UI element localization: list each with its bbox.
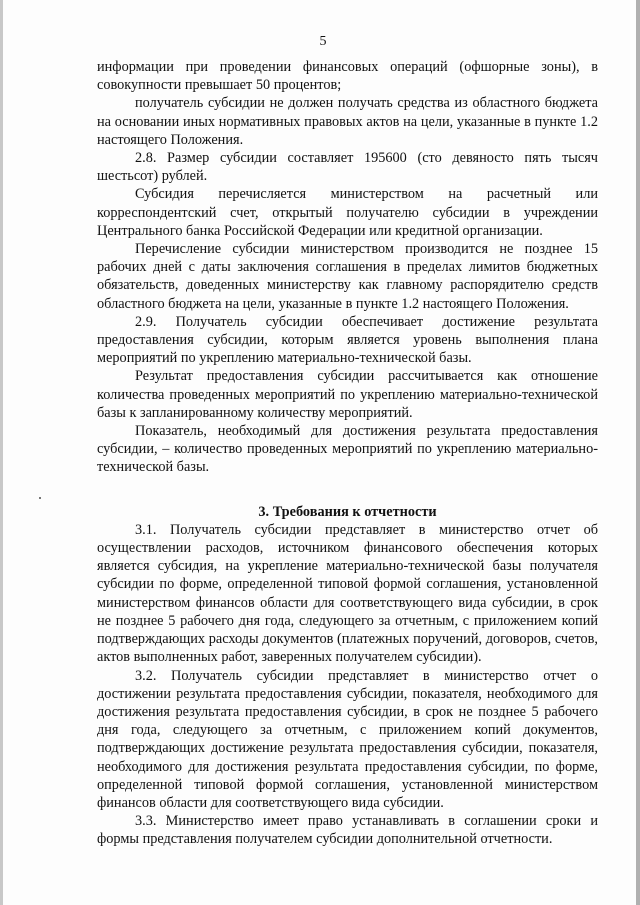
paragraph-continuation: информации при проведении финансовых операций (офшорные зоны), в совокупности превышает 50 процентов; bbox=[97, 59, 598, 94]
paragraph-transfer-account: Субсидия перечисляется министерством на расчетный или корреспондентский счет, открытый получателю субсидии в учреждении Центрального банка Российской Федерации или кредитной организации. bbox=[97, 186, 598, 239]
paragraph-transfer-deadline: Перечисление субсидии министерством производится не позднее 15 рабочих дней с даты заключения соглашения в пределах лимитов бюджетных обязательств, доведенных министерству как главному распорядителю средств областного бюджета на цели, указанные в пункте 1.2 настоящего Положения. bbox=[97, 241, 598, 312]
page-number: 5 bbox=[319, 34, 327, 49]
paragraph-no-other-funds: получатель субсидии не должен получать средства из областного бюджета на основании иных нормативных правовых актов на цели, указанные в пункте 1.2 настоящего Положения. bbox=[97, 95, 598, 148]
paragraph-2-9-result: 2.9. Получатель субсидии обеспечивает достижение результата предоставления субсидии, которым является уровень выполнения плана мероприятий по укреплению материально-технической базы. bbox=[97, 313, 598, 367]
paragraph-3-2-result-report: 3.2. Получатель субсидии представляет в министерство отчет о достижении результата предоставления субсидии, показателя, необходимого для достижения результата предоставления субсидии, в срок не позднее 5 рабочего дня года, следующего за отчетным, с приложением копий документов, подтверждающих достижение результата предоставления субсидии, показателя, необходимого для достижения результата предоставления субсидии, по форме, определенной типовой формой соглашения, установленной министерством финансов области для соответствующего вида субсидии. bbox=[97, 667, 598, 811]
document-body bbox=[97, 58, 598, 849]
paragraph-indicator: Показатель, необходимый для достижения результата предоставления субсидии, – количество проведенных мероприятий по укреплению материально-технической базы. bbox=[97, 423, 598, 476]
paragraph-3-1-expense-report: 3.1. Получатель субсидии представляет в министерство отчет об осуществлении расходов, источником финансового обеспечения которых является субсидия, на укрепление материально-технической базы получателя субсидии по форме, определенной типовой формой соглашения, установленной министерством финансов области для соответствующего вида субсидии, в срок не позднее 5 рабочего дня года, следующего за отчетным, с приложением копий подтверждающих расходы документов (платежных поручений, договоров, счетов, актов выполненных работ, заверенных получателем субсидии). bbox=[97, 521, 598, 666]
section-heading-reporting: 3. Требования к отчетности bbox=[258, 503, 437, 520]
paragraph-3-3-additional-reporting: 3.3. Министерство имеет право устанавливать в соглашении сроки и формы представления получателем субсидии дополнительной отчетности. bbox=[97, 813, 598, 848]
paragraph-2-8-subsidy-amount: 2.8. Размер субсидии составляет 195600 (сто девяносто пять тысяч шестьсот) рублей. bbox=[97, 150, 598, 185]
scan-speck bbox=[39, 497, 41, 499]
paragraph-result-calculation: Результат предоставления субсидии рассчитывается как отношение количества проведенных мероприятий по укреплению материально-технической базы к запланированному количеству мероприятий. bbox=[97, 368, 598, 421]
